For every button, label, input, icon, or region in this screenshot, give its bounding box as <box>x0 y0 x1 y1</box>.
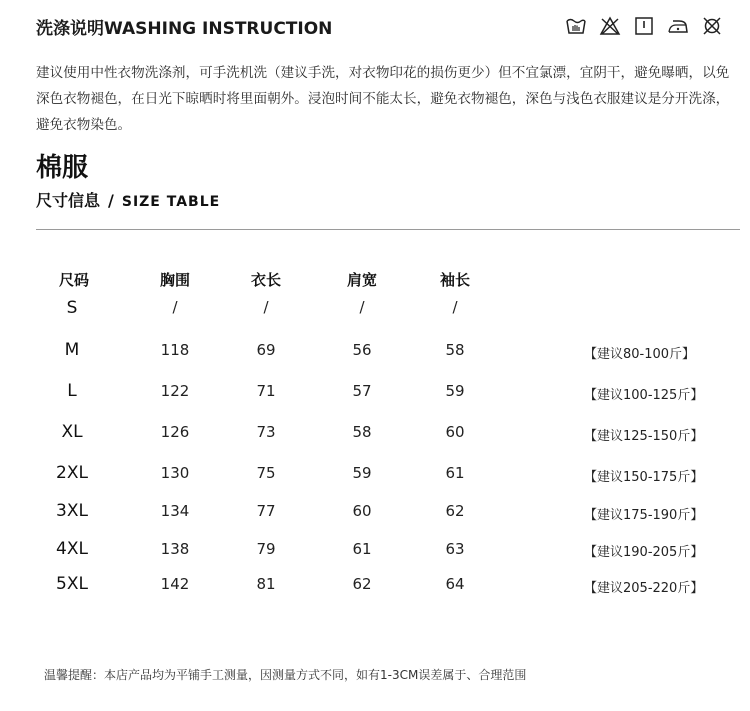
chest-value: 142 <box>160 575 190 593</box>
weight-recommendation: 【建议100-125斤】 <box>584 388 704 403</box>
shoulder-value: 56 <box>352 341 372 359</box>
size-label: 2XL <box>56 463 88 483</box>
shoulder-value: 57 <box>352 382 372 400</box>
size-label: M <box>64 340 80 360</box>
chest-value: 122 <box>160 382 190 400</box>
shoulder-value: 61 <box>352 540 372 558</box>
chest-value: 138 <box>160 540 190 558</box>
washing-instructions: 建议使用中性衣物洗涤剂，可手洗机洗（建议手洗，对衣物印花的损伤更少）但不宜氯漂，宜阴干，避免曝晒，以免深色衣物褪色，在日光下晾晒时将里面朝外。浸泡时间不能太长，避免衣物褪色，深色与浅色衣服建议是分开洗涤，避免衣物染色。 <box>36 65 730 133</box>
weight-recommendation: 【建议175-190斤】 <box>584 508 704 523</box>
chest-value: 126 <box>160 423 190 441</box>
length-value: 77 <box>256 502 276 520</box>
length-value: / <box>263 298 269 316</box>
sleeve-value: / <box>452 298 458 316</box>
header-size: 尺码 <box>58 271 90 289</box>
no-dry-clean-icon <box>701 16 723 36</box>
weight-recommendation: 【建议190-205斤】 <box>584 545 704 560</box>
weight-recommendation: 【建议205-220斤】 <box>584 581 704 596</box>
size-label: S <box>66 298 78 318</box>
length-value: 81 <box>256 575 276 593</box>
care-icons <box>565 16 723 36</box>
sleeve-value: 62 <box>445 502 465 520</box>
size-info-cn: 尺寸信息 <box>36 191 101 210</box>
length-value: 71 <box>256 382 276 400</box>
sleeve-value: 61 <box>445 464 465 482</box>
sleeve-value: 58 <box>445 341 465 359</box>
sleeve-value: 63 <box>445 540 465 558</box>
iron-icon <box>667 16 689 36</box>
weight-recommendation: 【建议150-175斤】 <box>584 470 704 485</box>
section-divider <box>36 229 740 230</box>
hand-wash-icon <box>565 16 587 36</box>
garment-title: 棉服 <box>36 153 89 183</box>
chest-value: / <box>172 298 178 316</box>
header-chest: 胸围 <box>159 271 191 289</box>
length-value: 69 <box>256 341 276 359</box>
washing-title: 洗涤说明WASHING INSTRUCTION <box>36 19 333 39</box>
size-label: XL <box>61 422 83 442</box>
size-info-en: SIZE TABLE <box>121 194 221 210</box>
no-bleach-icon <box>599 16 621 36</box>
measurement-note: 温馨提醒：本店产品均为平铺手工测量，因测量方式不同，如有1-3CM误差属于、合理范围 <box>44 668 527 682</box>
weight-recommendation: 【建议125-150斤】 <box>584 429 704 444</box>
header-sleeve: 袖长 <box>439 271 471 289</box>
size-label: 3XL <box>56 501 88 521</box>
size-label: 5XL <box>56 574 88 594</box>
length-value: 79 <box>256 540 276 558</box>
tumble-dry-icon <box>633 16 655 36</box>
header-shoulder: 肩宽 <box>346 271 378 289</box>
shoulder-value: 59 <box>352 464 372 482</box>
sleeve-value: 64 <box>445 575 465 593</box>
length-value: 73 <box>256 423 276 441</box>
shoulder-value: 58 <box>352 423 372 441</box>
sleeve-value: 60 <box>445 423 465 441</box>
size-label: L <box>67 381 77 401</box>
shoulder-value: 60 <box>352 502 372 520</box>
chest-value: 118 <box>160 341 190 359</box>
chest-value: 130 <box>160 464 190 482</box>
size-table-heading <box>36 188 220 211</box>
weight-recommendation: 【建议80-100斤】 <box>584 347 696 362</box>
length-value: 75 <box>256 464 276 482</box>
chest-value: 134 <box>160 502 190 520</box>
shoulder-value: 62 <box>352 575 372 593</box>
header-length: 衣长 <box>250 271 282 289</box>
sleeve-value: 59 <box>445 382 465 400</box>
size-info-slash: / <box>108 191 114 210</box>
size-label: 4XL <box>56 539 88 559</box>
shoulder-value: / <box>359 298 365 316</box>
